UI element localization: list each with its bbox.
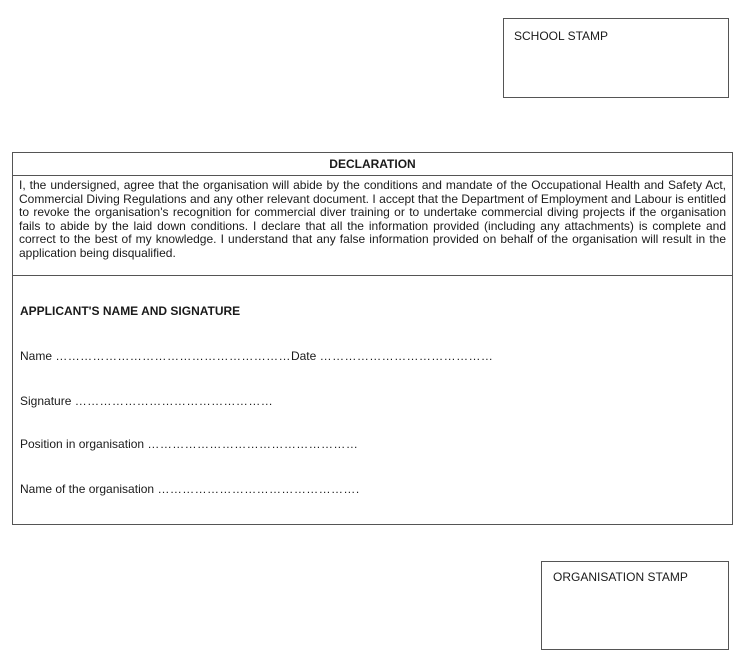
signature-row (20, 394, 273, 408)
school-stamp-label: SCHOOL STAMP (514, 29, 609, 43)
organisation-name-row (20, 482, 360, 496)
signature-field[interactable]: ………………………………………… (74, 394, 274, 408)
declaration-title: DECLARATION (13, 153, 732, 176)
applicant-heading: APPLICANT'S NAME AND SIGNATURE (20, 304, 241, 318)
date-label: Date (290, 349, 317, 363)
position-field[interactable]: …………………………………………… (147, 437, 359, 451)
organisation-name-label: Name of the organisation (20, 482, 155, 496)
position-row (20, 437, 358, 451)
organisation-stamp-label: ORGANISATION STAMP (553, 570, 688, 584)
name-date-row (20, 349, 493, 363)
declaration-form (12, 152, 733, 525)
signature-label: Signature (20, 394, 72, 408)
name-field[interactable]: ………………………………………………… (55, 349, 291, 363)
organisation-stamp-box (541, 561, 729, 650)
position-label: Position in organisation (20, 437, 145, 451)
declaration-text: I, the undersigned, agree that the organisation will abide by the conditions and mandate of the Occupational Health and Safety Act, Commercial Diving Regulations and any other relevant document. I accept that the Department of Employment and Labour is entitled to revoke the organisation's recognition for commercial diver training or to undertake commercial diving projects if the organisation fails to abide by the laid down conditions. I declare that all the information provided (including any attachments) is complete and correct to the best of my knowledge. I understand that any false information provided on behalf of the organisation will result in the application being disqualified. (13, 176, 732, 276)
name-label: Name (20, 349, 53, 363)
school-stamp-box (503, 18, 729, 98)
date-field[interactable]: …………………………………… (319, 349, 494, 363)
organisation-name-field[interactable]: …………………………………………. (157, 482, 360, 496)
